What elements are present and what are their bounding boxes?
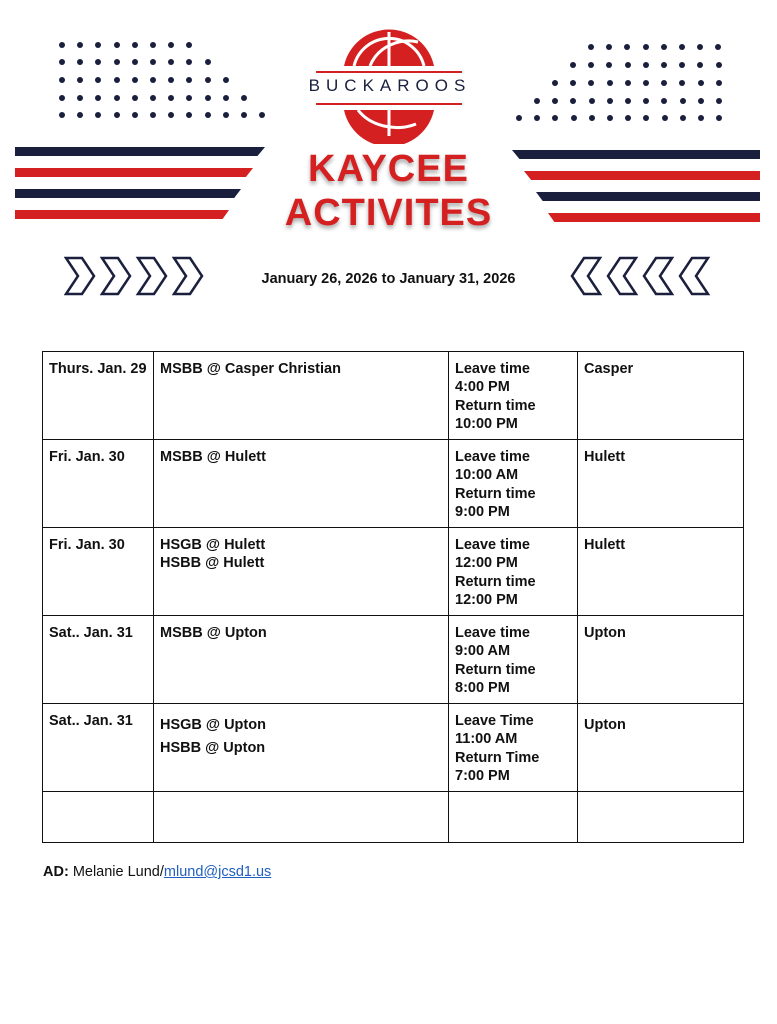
- empty-cell: [578, 792, 744, 843]
- table-row: [43, 440, 744, 528]
- time-line: Leave time: [455, 449, 530, 465]
- decor-dot: [150, 59, 156, 65]
- decor-dot: [679, 62, 685, 68]
- decor-dot: [77, 59, 83, 65]
- time-cell: [449, 352, 578, 440]
- ad-email-link[interactable]: mlund@jcsd1.us: [163, 864, 272, 880]
- decor-dot: [552, 115, 558, 121]
- decor-dot: [168, 77, 174, 83]
- decor-dot: [625, 115, 631, 121]
- brand-name: BUCKAROOS: [308, 76, 472, 95]
- decor-dot: [205, 95, 211, 101]
- event-line: MSBB @ Hulett: [160, 449, 266, 465]
- decor-dot: [716, 98, 722, 104]
- decor-dot: [114, 59, 120, 65]
- decor-dot: [571, 115, 577, 121]
- decor-dot: [95, 42, 101, 48]
- decor-dot: [698, 80, 704, 86]
- decor-dot: [114, 42, 120, 48]
- decor-dot: [168, 59, 174, 65]
- table-row: [43, 528, 744, 616]
- time-line: Leave time: [455, 361, 530, 377]
- decor-dot: [643, 115, 649, 121]
- time-line: Return time: [455, 661, 536, 678]
- event-cell: [154, 616, 449, 704]
- decor-dot: [552, 80, 558, 86]
- decor-dot: [606, 62, 612, 68]
- decor-dot: [661, 62, 667, 68]
- decor-dot: [186, 95, 192, 101]
- page-title-line1: KAYCEE: [308, 148, 469, 190]
- decor-dot: [95, 95, 101, 101]
- decor-dot: [186, 42, 192, 48]
- time-line: Return Time: [455, 749, 540, 766]
- location-cell: Upton: [578, 704, 744, 792]
- time-line: Leave time: [455, 625, 530, 641]
- decor-dot: [643, 44, 649, 50]
- time-line: 9:00 AM: [455, 643, 511, 660]
- decor-dot: [516, 115, 522, 121]
- decor-dot: [625, 62, 631, 68]
- location-cell: Hulett: [578, 528, 744, 616]
- empty-row: [43, 792, 744, 843]
- decor-dot: [95, 112, 101, 118]
- decor-dot: [223, 112, 229, 118]
- decor-dot: [168, 95, 174, 101]
- decor-dot: [588, 80, 594, 86]
- decor-dot: [77, 77, 83, 83]
- decor-dot: [588, 62, 594, 68]
- decor-dot: [150, 112, 156, 118]
- event-cell: [154, 440, 449, 528]
- location-cell: Casper: [578, 352, 744, 440]
- decor-dot: [223, 77, 229, 83]
- decor-dot: [589, 115, 595, 121]
- decor-dot: [59, 112, 65, 118]
- decor-dot: [77, 42, 83, 48]
- decor-dot: [698, 115, 704, 121]
- event-line: HSGB @ Upton: [160, 717, 266, 733]
- decor-dot: [205, 77, 211, 83]
- event-line: MSBB @ Upton: [160, 625, 267, 641]
- date-cell: Thurs. Jan. 29: [43, 352, 154, 440]
- decor-dot: [697, 62, 703, 68]
- decor-dot: [570, 80, 576, 86]
- decor-dot: [241, 95, 247, 101]
- decor-dot: [114, 77, 120, 83]
- decor-dot: [77, 95, 83, 101]
- decor-dot: [59, 42, 65, 48]
- decor-dot: [59, 59, 65, 65]
- time-line: 4:00 PM: [455, 379, 510, 396]
- decor-dot: [168, 42, 174, 48]
- decor-dot: [715, 44, 721, 50]
- decor-dot: [607, 98, 613, 104]
- decor-dot: [680, 115, 686, 121]
- event-cell: [154, 528, 449, 616]
- decor-dot: [59, 77, 65, 83]
- time-line: Return time: [455, 573, 536, 590]
- decor-dot: [716, 62, 722, 68]
- decor-dot: [95, 59, 101, 65]
- empty-cell: [154, 792, 449, 843]
- empty-cell: [43, 792, 154, 843]
- time-line: Return time: [455, 397, 536, 414]
- time-cell: [449, 616, 578, 704]
- decor-dot: [205, 59, 211, 65]
- date-cell: Fri. Jan. 30: [43, 528, 154, 616]
- decor-dot: [680, 98, 686, 104]
- decor-dot: [625, 98, 631, 104]
- location-cell: Upton: [578, 616, 744, 704]
- decor-dot: [698, 98, 704, 104]
- decor-dot: [661, 44, 667, 50]
- decor-dot: [114, 112, 120, 118]
- time-cell: [449, 704, 578, 792]
- event-line: HSGB @ Hulett: [160, 537, 266, 553]
- decor-dot: [661, 98, 667, 104]
- event-cell: [154, 704, 449, 792]
- decor-dot: [132, 95, 138, 101]
- time-line: Leave time: [455, 537, 530, 553]
- decor-dot: [114, 95, 120, 101]
- time-line: Leave Time: [455, 713, 534, 729]
- left-dot-pattern: [0, 0, 270, 130]
- date-range: January 26, 2026 to January 31, 2026: [261, 271, 516, 287]
- decor-dot: [534, 98, 540, 104]
- decor-dot: [205, 112, 211, 118]
- footer-contact: [43, 864, 271, 880]
- decor-dot: [186, 59, 192, 65]
- right-chevrons-icon: [64, 254, 209, 298]
- time-line: 7:00 PM: [455, 768, 510, 785]
- decor-dot: [607, 115, 613, 121]
- decor-dot: [534, 115, 540, 121]
- decor-dot: [223, 95, 229, 101]
- decor-dot: [625, 80, 631, 86]
- time-cell: [449, 528, 578, 616]
- decor-dot: [662, 115, 668, 121]
- decor-dot: [150, 42, 156, 48]
- decor-dot: [150, 95, 156, 101]
- decor-dot: [95, 77, 101, 83]
- decor-dot: [588, 44, 594, 50]
- time-line: 12:00 PM: [455, 592, 518, 609]
- time-line: 10:00 PM: [455, 416, 518, 433]
- ad-name: Melanie Lund/: [72, 864, 164, 880]
- decor-dot: [132, 112, 138, 118]
- time-line: 9:00 PM: [455, 504, 510, 521]
- date-cell: Sat.. Jan. 31: [43, 616, 154, 704]
- decor-dot: [661, 80, 667, 86]
- decor-dot: [679, 80, 685, 86]
- time-cell: [449, 440, 578, 528]
- event-cell: [154, 352, 449, 440]
- footer-label: AD:: [43, 864, 69, 880]
- table-row: [43, 704, 744, 792]
- decor-dot: [259, 112, 265, 118]
- decor-dot: [186, 77, 192, 83]
- page-title-line2: ACTIVITES: [284, 192, 493, 234]
- decor-dot: [589, 98, 595, 104]
- decor-dot: [624, 44, 630, 50]
- decor-dot: [59, 95, 65, 101]
- decor-dot: [168, 112, 174, 118]
- decor-dot: [643, 62, 649, 68]
- decor-dot: [716, 80, 722, 86]
- left-chevrons-icon: [570, 254, 715, 298]
- location-cell: Hulett: [578, 440, 744, 528]
- decor-dot: [132, 59, 138, 65]
- event-line: MSBB @ Casper Christian: [160, 361, 341, 377]
- time-line: 12:00 PM: [455, 555, 518, 572]
- decor-dot: [570, 98, 576, 104]
- event-line: HSBB @ Upton: [160, 740, 266, 757]
- event-line: HSBB @ Hulett: [160, 555, 265, 572]
- decor-dot: [697, 44, 703, 50]
- decor-dot: [570, 62, 576, 68]
- decor-dot: [186, 112, 192, 118]
- time-line: 11:00 AM: [455, 731, 518, 748]
- table-row: [43, 352, 744, 440]
- table-row: [43, 616, 744, 704]
- time-line: 10:00 AM: [455, 467, 519, 484]
- decor-dot: [132, 42, 138, 48]
- time-line: Return time: [455, 485, 536, 502]
- decor-dot: [241, 112, 247, 118]
- decor-dot: [606, 44, 612, 50]
- decor-dot: [607, 80, 613, 86]
- right-dot-pattern: [510, 0, 777, 130]
- empty-cell: [449, 792, 578, 843]
- decor-dot: [552, 98, 558, 104]
- decor-dot: [77, 112, 83, 118]
- decor-dot: [679, 44, 685, 50]
- schedule-table: [42, 351, 744, 843]
- decor-dot: [716, 115, 722, 121]
- time-line: 8:00 PM: [455, 680, 510, 697]
- date-cell: Sat.. Jan. 31: [43, 704, 154, 792]
- decor-dot: [132, 77, 138, 83]
- decor-dot: [643, 80, 649, 86]
- decor-dot: [643, 98, 649, 104]
- date-cell: Fri. Jan. 30: [43, 440, 154, 528]
- decor-dot: [150, 77, 156, 83]
